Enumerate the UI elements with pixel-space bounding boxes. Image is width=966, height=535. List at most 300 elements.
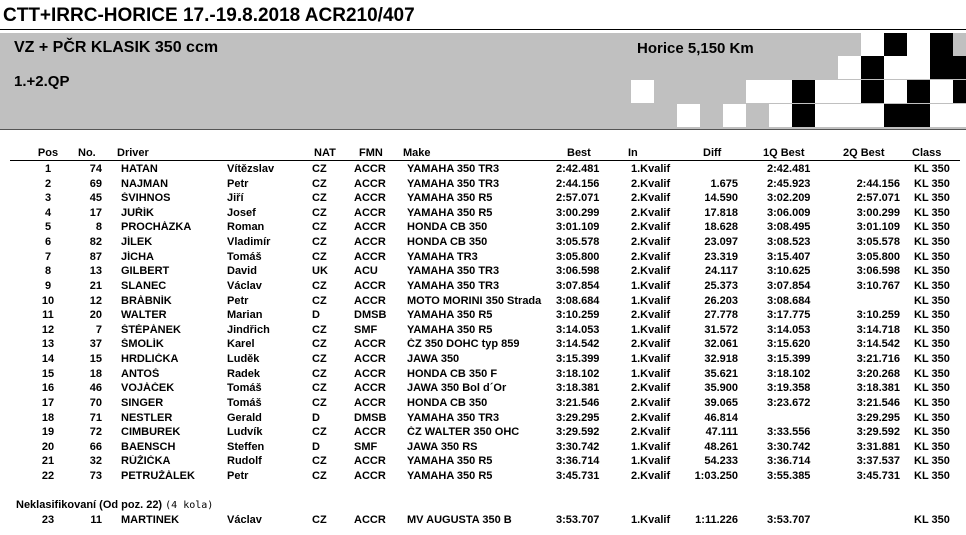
cell-q1: 3:17.775	[767, 309, 811, 322]
cell-diff: 23.097	[704, 236, 738, 249]
cell-make: YAMAHA 350 R5	[407, 455, 493, 468]
cell-cls: KL 350	[914, 265, 950, 278]
col-q1: 1Q Best	[763, 147, 805, 159]
cell-first: David	[227, 265, 257, 278]
flag-square	[861, 104, 884, 127]
flag-square	[769, 104, 792, 127]
cell-last: HRDLIČKA	[121, 353, 179, 366]
cell-no: 74	[89, 163, 102, 175]
cell-last: SINGER	[121, 396, 164, 409]
cell-cls: KL 350	[914, 367, 950, 380]
flag-square	[930, 33, 953, 56]
cell-diff: 23.319	[704, 250, 738, 263]
cell-q1: 3:53.707	[767, 514, 811, 526]
cell-q1: 3:06.009	[767, 206, 811, 219]
cell-first: Tomáš	[227, 396, 262, 409]
cell-cls: KL 350	[914, 440, 950, 453]
cell-diff: 18.628	[704, 221, 738, 234]
cell-pos: 14	[41, 353, 55, 366]
cell-in: 1.Kvalif	[631, 367, 671, 380]
flag-square	[792, 104, 815, 127]
cell-cls: KL 350	[914, 192, 950, 205]
page-title: CTT+IRRC-HORICE 17.-19.8.2018 ACR210/407	[3, 5, 415, 26]
cell-cls: KL 350	[914, 163, 950, 175]
cell-pos: 3	[44, 192, 52, 205]
cell-fmn: ACCR	[354, 514, 386, 526]
cell-in: 2.Kvalif	[631, 250, 671, 263]
cell-fmn: ACCR	[354, 236, 386, 249]
cell-fmn: ACCR	[354, 221, 386, 234]
cell-diff: 27.778	[704, 309, 738, 322]
flag-square	[631, 80, 654, 103]
cell-q2: 2:44.156	[856, 177, 900, 190]
table-row	[0, 207, 966, 221]
cell-no: 69	[89, 177, 102, 190]
cell-make: HONDA CB 350	[407, 221, 488, 234]
cell-cls: KL 350	[914, 221, 950, 234]
cell-diff: 25.373	[704, 279, 738, 292]
cell-in: 1.Kvalif	[631, 279, 671, 292]
cell-last: PETRUŽÁLEK	[121, 470, 195, 483]
cell-no: 71	[89, 411, 102, 424]
cell-make: MOTO MORINI 350 Strada	[407, 294, 542, 307]
cell-first: Ludvík	[227, 426, 263, 439]
cell-q2: 3:21.546	[856, 396, 900, 409]
flag-square	[884, 80, 907, 103]
cell-in: 2.Kvalif	[631, 265, 671, 278]
cell-last: VOJÁČEK	[121, 382, 175, 395]
cell-first: Petr	[227, 177, 249, 190]
cell-best: 3:00.299	[556, 206, 600, 219]
cell-nat: CZ	[312, 353, 327, 366]
cell-nat: CZ	[312, 177, 327, 190]
cell-in: 2.Kvalif	[631, 309, 671, 322]
cell-make: YAMAHA 350 R5	[407, 470, 493, 483]
cell-no: 45	[89, 192, 102, 205]
cell-last: JÍCHA	[121, 250, 155, 263]
cell-no: 11	[90, 514, 102, 526]
flag-square	[953, 56, 966, 79]
cell-diff: 46.814	[704, 411, 738, 424]
cell-diff: 31.572	[704, 323, 738, 336]
cell-fmn: ACCR	[354, 192, 386, 205]
col-class: Class	[912, 147, 942, 159]
cell-cls: KL 350	[914, 206, 950, 219]
cell-make: YAMAHA 350 TR3	[407, 163, 500, 175]
cell-fmn: ACCR	[354, 353, 386, 366]
flag-square	[792, 80, 815, 103]
cell-cls: KL 350	[914, 514, 950, 526]
col-in: In	[628, 147, 638, 159]
cell-last: RŮŽIČKA	[121, 455, 171, 468]
cell-make: YAMAHA 350 R5	[407, 309, 493, 322]
cell-q2: 2:57.071	[856, 192, 900, 205]
flag-square	[884, 56, 907, 79]
session-banner	[0, 33, 966, 129]
cell-no: 21	[89, 279, 102, 292]
track-name: Horice 5,150 Km	[637, 40, 754, 57]
header-divider	[10, 160, 960, 161]
table-row	[0, 221, 966, 235]
cell-best: 3:06.598	[556, 265, 600, 278]
cell-make: JAWA 350 Bol d´Or	[407, 382, 507, 395]
cell-best: 3:15.399	[556, 353, 600, 366]
cell-no: 70	[89, 396, 102, 409]
cell-best: 3:07.854	[556, 279, 600, 292]
cell-q2: 3:06.598	[856, 265, 900, 278]
cell-make: ČZ WALTER 350 OHC	[407, 426, 520, 439]
cell-q2: 3:29.295	[856, 411, 900, 424]
cell-cls: KL 350	[914, 250, 950, 263]
cell-cls: KL 350	[914, 338, 950, 351]
cell-cls: KL 350	[914, 426, 950, 439]
cell-fmn: ACCR	[354, 470, 386, 483]
cell-diff: 32.061	[704, 338, 738, 351]
cell-q2: 3:31.881	[856, 440, 900, 453]
cell-in: 1.Kvalif	[631, 323, 671, 336]
cell-pos: 20	[41, 440, 55, 453]
cell-first: Petr	[227, 470, 249, 483]
cell-pos: 9	[44, 279, 52, 292]
cell-best: 2:57.071	[556, 192, 600, 205]
cell-best: 3:29.592	[556, 426, 600, 439]
flag-square	[838, 56, 861, 79]
cell-best: 3:10.259	[556, 309, 600, 322]
cell-no: 46	[89, 382, 102, 395]
cell-best: 3:30.742	[556, 440, 600, 453]
cell-no: 72	[89, 426, 102, 439]
unclassified-laps: (4 kola)	[165, 500, 214, 511]
cell-first: Josef	[227, 206, 256, 219]
cell-pos: 10	[41, 294, 55, 307]
cell-pos: 6	[44, 236, 52, 249]
cell-nat: CZ	[312, 396, 327, 409]
cell-pos: 15	[41, 367, 55, 380]
cell-nat: CZ	[312, 382, 327, 395]
cell-pos: 23	[41, 514, 55, 526]
cell-q1: 3:55.385	[767, 470, 811, 483]
cell-best: 3:05.800	[556, 250, 600, 263]
cell-in: 2.Kvalif	[631, 470, 671, 483]
col-no: No.	[78, 147, 96, 159]
cell-nat: CZ	[312, 514, 327, 526]
cell-best: 3:29.295	[556, 411, 600, 424]
cell-first: Václav	[227, 514, 262, 526]
cell-q2: 3:10.767	[856, 279, 900, 292]
cell-cls: KL 350	[914, 455, 950, 468]
cell-fmn: ACCR	[354, 279, 386, 292]
cell-q1: 3:33.556	[767, 426, 811, 439]
table-row	[0, 309, 966, 323]
cell-pos: 12	[41, 323, 55, 336]
cell-pos: 17	[41, 396, 55, 409]
cell-in: 2.Kvalif	[631, 338, 671, 351]
cell-no: 66	[89, 440, 102, 453]
table-row	[0, 192, 966, 206]
cell-pos: 4	[44, 206, 52, 219]
table-row	[0, 280, 966, 294]
cell-first: Vítězslav	[227, 163, 275, 175]
cell-nat: CZ	[312, 221, 327, 234]
cell-best: 3:45.731	[556, 470, 600, 483]
cell-last: HATAN	[121, 163, 158, 175]
flag-square	[769, 80, 792, 103]
table-row	[0, 382, 966, 396]
cell-in: 2.Kvalif	[631, 426, 671, 439]
flag-square	[953, 80, 966, 103]
cell-make: ČZ 350 DOHC typ 859	[407, 338, 520, 351]
cell-diff: 35.900	[704, 382, 738, 395]
cell-in: 1.Kvalif	[631, 514, 671, 526]
cell-make: JAWA 350 RS	[407, 440, 478, 453]
cell-pos: 19	[41, 426, 55, 439]
cell-q1: 3:36.714	[767, 455, 811, 468]
cell-q1: 3:08.684	[767, 294, 811, 307]
flag-square	[907, 104, 930, 127]
cell-in: 1.Kvalif	[631, 163, 671, 175]
cell-last: JÍLEK	[121, 236, 153, 249]
cell-q1: 3:15.620	[767, 338, 811, 351]
cell-make: YAMAHA TR3	[407, 250, 478, 263]
cell-pos: 11	[42, 309, 54, 322]
cell-fmn: SMF	[354, 440, 378, 453]
cell-make: YAMAHA 350 R5	[407, 206, 493, 219]
cell-nat: CZ	[312, 163, 327, 175]
cell-in: 1.Kvalif	[631, 455, 671, 468]
table-row	[0, 295, 966, 309]
cell-diff: 48.261	[704, 440, 738, 453]
cell-q1: 3:30.742	[767, 440, 811, 453]
table-row	[0, 338, 966, 352]
cell-q1: 3:15.399	[767, 353, 811, 366]
cell-q1: 3:14.053	[767, 323, 811, 336]
cell-fmn: DMSB	[354, 411, 387, 424]
cell-fmn: ACCR	[354, 163, 386, 175]
cell-in: 2.Kvalif	[631, 192, 671, 205]
cell-nat: CZ	[312, 367, 327, 380]
cell-last: SLANEC	[121, 279, 167, 292]
cell-last: NAJMAN	[121, 177, 169, 190]
table-row	[0, 324, 966, 338]
cell-in: 2.Kvalif	[631, 411, 671, 424]
cell-q2: 3:20.268	[856, 367, 900, 380]
flag-square	[746, 80, 769, 103]
cell-last: BAENSCH	[121, 440, 176, 453]
cell-q2: 3:10.259	[856, 309, 900, 322]
table-row	[0, 368, 966, 382]
cell-cls: KL 350	[914, 279, 950, 292]
table-row	[0, 514, 966, 528]
cell-best: 2:42.481	[556, 163, 600, 175]
flag-square	[884, 104, 907, 127]
cell-last: ŠMOLÍK	[121, 338, 164, 351]
cell-no: 13	[89, 265, 102, 278]
cell-nat: CZ	[312, 192, 327, 205]
cell-no: 18	[89, 367, 102, 380]
cell-first: Gerald	[227, 411, 262, 424]
cell-nat: CZ	[312, 426, 327, 439]
cell-first: Václav	[227, 279, 262, 292]
cell-nat: D	[312, 440, 320, 453]
cell-nat: CZ	[312, 470, 327, 483]
cell-nat: CZ	[312, 236, 327, 249]
table-row	[0, 353, 966, 367]
cell-fmn: ACCR	[354, 250, 386, 263]
cell-pos: 13	[41, 338, 55, 351]
cell-in: 2.Kvalif	[631, 382, 671, 395]
cell-q2: 3:05.800	[856, 250, 900, 263]
cell-best: 3:08.684	[556, 294, 600, 307]
cell-q1: 3:19.358	[767, 382, 811, 395]
cell-nat: CZ	[312, 279, 327, 292]
flag-square	[838, 104, 861, 127]
table-row	[0, 178, 966, 192]
cell-no: 87	[89, 250, 102, 263]
cell-q1: 2:45.923	[767, 177, 811, 190]
cell-pos: 7	[44, 250, 52, 263]
cell-first: Tomáš	[227, 382, 262, 395]
col-best: Best	[567, 147, 591, 159]
cell-make: HONDA CB 350 F	[407, 367, 498, 380]
flag-square	[907, 80, 930, 103]
cell-last: BRÁBNÍK	[121, 294, 172, 307]
col-driver: Driver	[117, 147, 149, 159]
cell-q2: 3:18.381	[856, 382, 900, 395]
table-row	[0, 163, 966, 177]
cell-make: YAMAHA 350 TR3	[407, 177, 500, 190]
cell-diff: 54.233	[704, 455, 738, 468]
cell-q2: 3:14.542	[856, 338, 900, 351]
flag-square	[930, 104, 953, 127]
cell-diff: 1.675	[710, 177, 738, 190]
cell-pos: 21	[41, 455, 55, 468]
cell-q1: 3:02.209	[767, 192, 811, 205]
cell-pos: 18	[41, 411, 55, 424]
cell-first: Luděk	[227, 353, 260, 366]
cell-no: 7	[95, 323, 102, 336]
cell-q1: 3:18.102	[767, 367, 811, 380]
cell-best: 3:14.053	[556, 323, 600, 336]
cell-first: Marian	[227, 309, 263, 322]
cell-best: 3:01.109	[556, 221, 600, 234]
cell-cls: KL 350	[914, 382, 950, 395]
cell-pos: 8	[44, 265, 52, 278]
cell-nat: D	[312, 309, 320, 322]
cell-fmn: ACCR	[354, 396, 386, 409]
cell-cls: KL 350	[914, 470, 950, 483]
flag-square	[907, 56, 930, 79]
cell-diff: 14.590	[704, 192, 738, 205]
cell-last: CIMBUREK	[121, 426, 181, 439]
cell-q1: 2:42.481	[767, 163, 811, 175]
cell-pos: 1	[44, 163, 52, 175]
cell-make: YAMAHA 350 TR3	[407, 411, 500, 424]
flag-square	[930, 80, 953, 103]
col-nat: NAT	[314, 147, 336, 159]
cell-first: Radek	[227, 367, 261, 380]
cell-diff: 1:11.226	[695, 514, 738, 526]
cell-cls: KL 350	[914, 323, 950, 336]
cell-q1: 3:08.523	[767, 236, 811, 249]
unclassified-title: Neklasifikovaní (Od poz. 22)	[16, 499, 163, 511]
cell-q2: 3:14.718	[856, 323, 900, 336]
cell-fmn: ACCR	[354, 294, 386, 307]
flag-square	[723, 104, 746, 127]
cell-pos: 2	[44, 177, 52, 190]
session-name: 1.+2.QP	[14, 73, 70, 90]
cell-nat: CZ	[312, 206, 327, 219]
table-row	[0, 441, 966, 455]
cell-in: 2.Kvalif	[631, 236, 671, 249]
cell-make: YAMAHA 350 R5	[407, 323, 493, 336]
cell-cls: KL 350	[914, 309, 950, 322]
cell-last: WALTER	[121, 309, 167, 322]
table-row	[0, 236, 966, 250]
cell-first: Petr	[227, 294, 249, 307]
cell-nat: CZ	[312, 338, 327, 351]
cell-best: 3:14.542	[556, 338, 600, 351]
cell-fmn: ACU	[354, 265, 378, 278]
cell-cls: KL 350	[914, 294, 950, 307]
cell-diff: 24.117	[704, 265, 738, 278]
cell-in: 1.Kvalif	[631, 353, 671, 366]
col-q2: 2Q Best	[843, 147, 885, 159]
cell-diff: 1:03.250	[694, 470, 738, 483]
cell-first: Roman	[227, 221, 265, 234]
cell-fmn: ACCR	[354, 338, 386, 351]
cell-no: 8	[95, 221, 102, 234]
cell-in: 2.Kvalif	[631, 396, 671, 409]
flag-square	[930, 56, 953, 79]
flag-square	[861, 80, 884, 103]
cell-first: Karel	[227, 338, 255, 351]
cell-fmn: ACCR	[354, 177, 386, 190]
cell-diff: 32.918	[704, 353, 738, 366]
cell-q1: 3:23.672	[767, 396, 811, 409]
cell-pos: 22	[41, 470, 55, 483]
cell-diff: 47.111	[705, 426, 738, 439]
flag-square	[884, 33, 907, 56]
cell-no: 73	[89, 470, 102, 483]
table-row	[0, 426, 966, 440]
cell-q2: 3:29.592	[856, 426, 900, 439]
cell-last: PROCHÁZKA	[121, 221, 192, 234]
flag-square	[815, 104, 838, 127]
cell-best: 3:36.714	[556, 455, 600, 468]
cell-first: Tomáš	[227, 250, 262, 263]
table-row	[0, 265, 966, 279]
cell-best: 3:05.578	[556, 236, 600, 249]
cell-nat: CZ	[312, 294, 327, 307]
cell-q2: 3:05.578	[856, 236, 900, 249]
cell-first: Vladimír	[227, 236, 271, 249]
cell-nat: UK	[312, 265, 328, 278]
cell-best: 3:53.707	[556, 514, 600, 526]
cell-q1: 3:07.854	[767, 279, 811, 292]
cell-best: 3:18.381	[556, 382, 600, 395]
table-row	[0, 412, 966, 426]
cell-make: YAMAHA 350 TR3	[407, 265, 500, 278]
cell-first: Jiří	[227, 192, 244, 205]
table-header	[0, 147, 966, 161]
cell-q1: 3:08.495	[767, 221, 811, 234]
cell-no: 20	[89, 309, 102, 322]
table-row	[0, 470, 966, 484]
cell-fmn: ACCR	[354, 455, 386, 468]
cell-no: 32	[89, 455, 102, 468]
banner-divider	[0, 129, 966, 130]
cell-no: 82	[89, 236, 102, 249]
